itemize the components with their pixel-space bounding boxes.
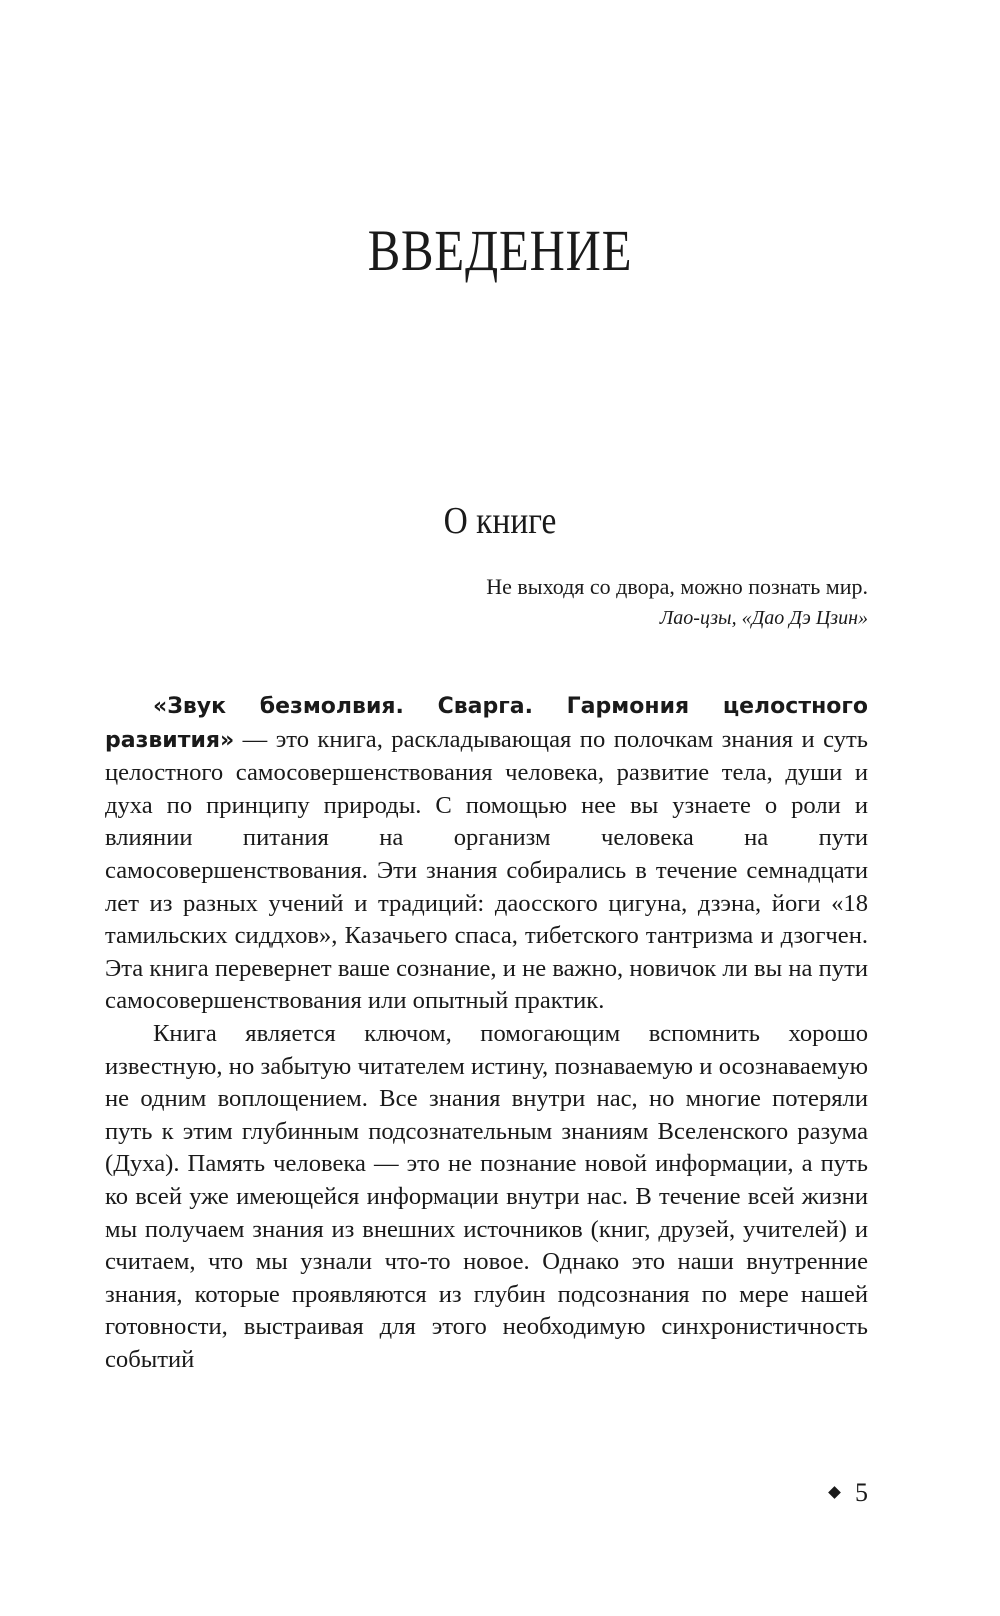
epigraph-text: Не выходя со двора, можно познать мир. bbox=[486, 574, 868, 599]
epigraph-source: Лао-цзы, «Дао Дэ Цзин» bbox=[659, 607, 868, 629]
paragraph-1 bbox=[105, 690, 868, 1018]
page-footer bbox=[830, 1480, 868, 1506]
page-number: 5 bbox=[855, 1478, 868, 1507]
paragraph-1-text: — это книга, раскладывающая по полочкам знания и суть целостного самосовершенствования человека, развитие тела, души и духа по принципу природы. С помощью нее вы узнаете о роли и влиянии питания на организм человека на пути самосовершенствования. Эти знания собирались в течение семнадцати лет из разных учений и традиций: даосского цигуна, дзэна, йоги «18 тамильских сиддхов», Казачьего спаса, тибетского тантризма и дзогчен. Эта книга перевернет ваше сознание, и не важно, новичок ли вы на пути самосовершенствования или опытный практик. bbox=[105, 725, 868, 1015]
epigraph bbox=[486, 572, 868, 634]
section-title: О книге bbox=[443, 500, 557, 542]
chapter-title: ВВЕДЕНИЕ bbox=[367, 218, 633, 283]
paragraph-2-text: Книга является ключом, помогающим вспомнить хорошо известную, но забытую читателем истину, познаваемую и осознаваемую не одним воплощением. Все знания внутри нас, но многие потеряли путь к этим глубинным подсознательным знаниям Вселенского разума (Духа). Память человека — это не познание новой информации, а путь ко всей уже имеющейся информации внутри нас. В течение всей жизни мы получаем знания из внешних источников (книг, друзей, учителей) и считаем, что мы узнали что-то новое. Однако это наши внутренние знания, которые проявляются из глубин подсознания по мере нашей готовности, выстраивая для этого необходимую синхронистичность событий bbox=[105, 1019, 868, 1373]
book-title-bold: «Звук безмолвия. Сварга. Гармония целостного развития» bbox=[105, 694, 868, 753]
diamond-icon bbox=[828, 1486, 841, 1499]
body-text bbox=[105, 690, 868, 1376]
paragraph-2 bbox=[105, 1018, 868, 1377]
